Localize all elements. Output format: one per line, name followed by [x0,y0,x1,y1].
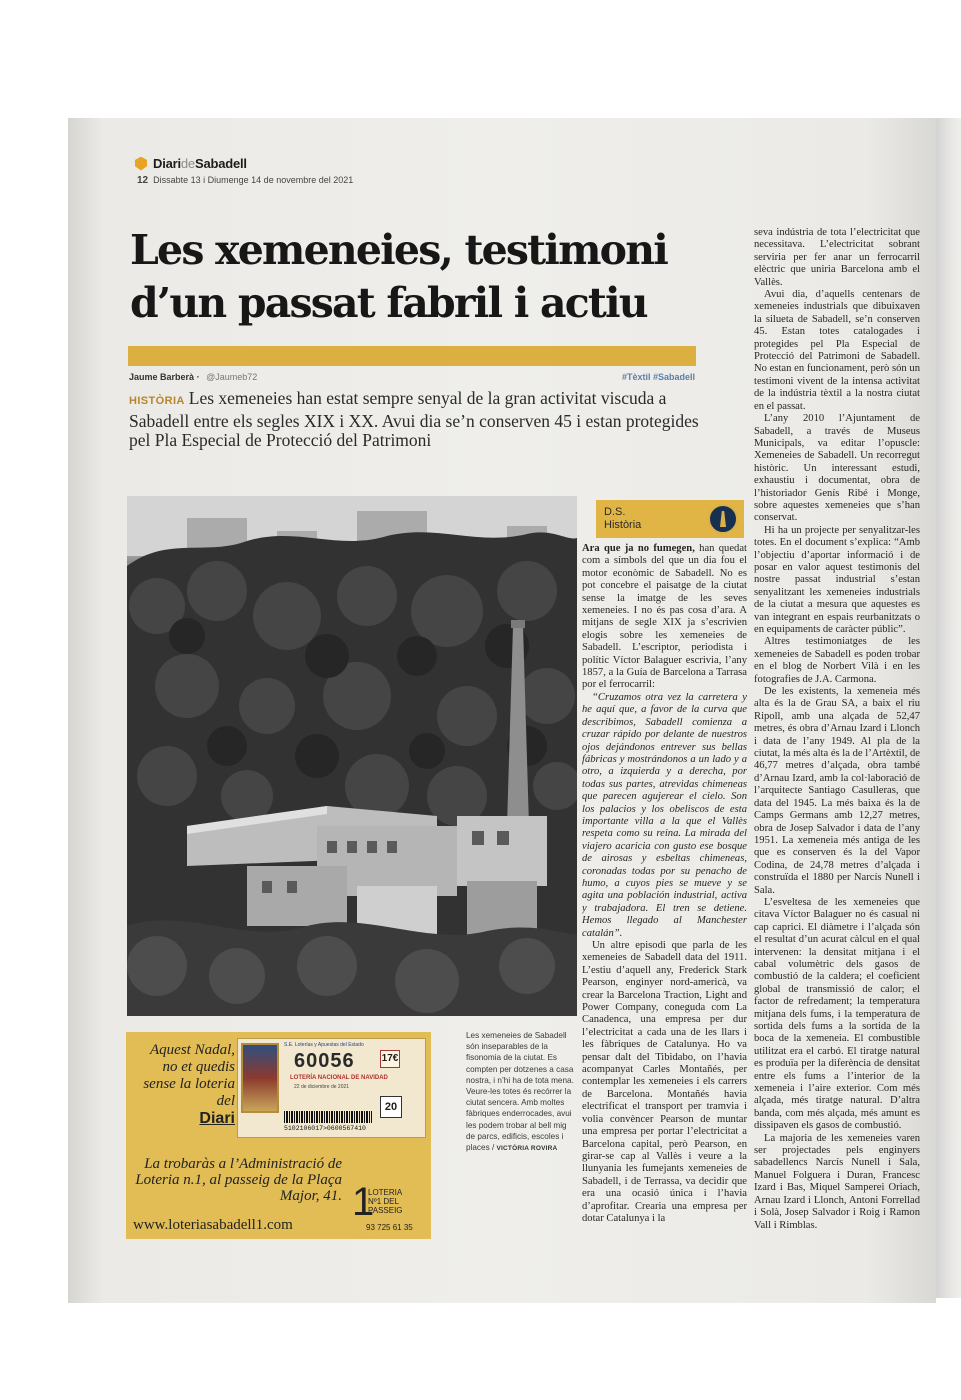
ticket-price: 17€ [380,1050,400,1068]
ticket-draw-date: 22 de diciembre de 2021 [294,1084,350,1090]
ad-admin-text: La trobaràs a l’Administració de Loteria n.1, al passeig de la Plaça Major, 41. [135,1156,342,1204]
paragraph: Hi ha un projecte per senyalitzar-les totes. En el document s’explica: “Amb l’objectiu d’aportar informació i de posar en valor aquest testimonis del nostre passat industrial s’estan senyalitzant les xemeneies industrials de la ciutat a mesura que aquestes es van integrant en espais reurbanitzats o en equipaments de caràcter públic”. [754,524,920,635]
barcode-icon [284,1111,372,1123]
photo-illustration [127,496,577,1016]
factory-chimney-photo [127,496,577,1016]
hashtags[interactable]: #Tèxtil #Sabadell [621,372,695,382]
shield-logo-icon [135,157,147,171]
brand-name: DiarideSabadell [153,156,247,171]
article-deck [129,389,699,451]
page-number: 12 [137,175,149,186]
paragraph: Ara que ja no fumegen, han quedat com a símbols del que un dia fou el motor econòmic de Sabadell. No es pot concebre el paisatge de la ciutat sense la imatge de les seves xemeneies. I no és pas cosa d’ara. A mitjans de segle XIX ja s’escrivien elogis sobre les xemeneies de Sabadell. L’escriptor, periodista i polític Víctor Balaguer escrivia, l’any 1857, a la Guía de Barcelona a Tarrasa por el ferrocarril: [582,543,747,691]
photo-caption: Les xemeneies de Sabadell són inseparables de la fisonomia de la ciutat. Es compten per dotzenes a casa nostra, i n’hi ha de tota mena. Veure-les totes és recórrer la ciutat sencera. Amb moltes fàbriques enderrocades, avui les podem trobar al bell mig de parcs, edificis, escoles i places / VICTÒRIA ROVIRA [466,1031,574,1153]
section-tag: HISTÒRIA [129,395,185,407]
author-name: Jaume Barberà [129,372,195,382]
ticket-day: 20 [380,1096,402,1118]
paragraph: Avui dia, d’aquells centenars de xemeneies industrials que dibuixaven la silueta de Sabadell, se’n conserven 45. Estan totes catalogades i protegides pel Pla Especial de Protecció del Patrimoni de Sabadell. No estan en funcionament, però són un testimoni vivent de la intensa activitat de la indústria tèxtil a la nostra ciutat en el passat. [754,289,920,412]
ticket-number: 60056 [294,1050,355,1072]
paragraph: L’esveltesa de les xemeneies que citava Víctor Balaguer no és casual ni cap caprici. El diàmetre i l’alçada són el resultat d’un acurat càlcul en el qual intervenen: la densitat mitjana i el cabal volumètric dels gasos de combustió de la caldera; el coeficient global de transmissió de calor; el factor de refredament; la temperatura mitjana dels fums, i la temperatura de sortida dels fums a la sortida de la boca de la xemeneia. El combustible utilitzat era el carbó. El tiratge natural es produïa per la diferència de densitat entre els fums a l’interior de la xemeneia i l’aire exterior. Com més alçada, més tiratge natural. D’altra banda, com més alçada, més amunt es dissipaven els gasos de combustió. [754,896,920,1132]
chimney-badge-icon [708,504,738,534]
quote-paragraph: “Cruzamos otra vez la carretera y he aquí que, a favor de la curva que describimos, Sabadell comienza a cruzar rápido por delante de nuestros ojos dejándonos entrever sus bellas fábricas y mostrándonos a un lado y a otro, a izquierda y a derecha, por todas sus partes, atrevidas chimeneas que parecen agujerear el cielo. Son los palacios y los obeliscos de esta importante villa a la que el Vallès respeta como su reina. La mirada del viajero acaricia con gusto ese bosque de airosas y esbeltas chimeneas, coronadas todas por su penacho de humo, a cuyos pies se mueve y se agita una población industrial, activa y trabajadora. El tren se detiene. Hemos llegado al Manchester catalán”. [582,691,747,939]
paragraph: Un altre episodi que parla de les xemeneies de Sabadell data del 1911. L’estiu d’aquell any, Frederick Stark Pearson, enginyer nord-americà, va crear la Barcelona Traction, Light and Power Company, coneguda com La Canadenca, una empresa per dur l’electricitat a cada una de les llars i les fàbriques de Catalunya. Ho va pensar dalt del Tibidabo, on l’havia acompanyat Carles Montañés, per contemplar les xemeneies i els carrers de Barcelona. Montañés havia electrificat el transport per tramvia i volia convèncer Pearson de muntar una empresa per portar l’electricitat a Barcelona capital, però Pearson, en girar-se cap al Vallès i veure a la llunyania les fumejants xemeneies de Sabadell, i de Terrassa, va decidir que era una ocasió única i l’havia d’aprofitar. Crearia una empresa per dotar Catalunya i la [582,940,747,1224]
paragraph: seva indústria de tota l’electricitat que necessitava. L’electricitat sobrant serviria per fer anar un ferrocarril elèctric que uniria Barcelona amb el Vallès. [754,227,920,288]
article-column-middle [582,543,747,1248]
nativity-painting-icon [241,1043,279,1113]
ticket-issuer: S.E. Loterías y Apuestas del Estado [284,1042,364,1048]
paragraph: De les existents, la xemeneia més alta és la de Grau SA, a baix el riu Ripoll, amb una alçada de 52,47 metres, és obra d’Arnau Izard i Llonch i data de l’any 1949. Al pla de la ciutat, la més alta és la de l’Artèxtil, de 46,77 metres d’alçada, obra també d’Arnau Izard, amb la col·laboració de l’arquitecte Santiago Casulleras, que data del 1945. La més baixa és la de Camps Germans amb 12,27 metres, obra de Josep Salvador i data de l’any 1951. La xemeneia més antiga de les que es conserven és la del Vapor Codina, de 24,78 metres d’alçada i construïda el 1880 per Narcís Nunell i Sala. [754,686,920,896]
lottery-ticket [237,1038,426,1138]
byline-separator: · [196,372,200,382]
photo-credit: VICTÒRIA ROVIRA [496,1145,558,1153]
ad-badge-number: 1 [352,1180,375,1224]
ticket-barcode-text: 5102106017>0600567410 [284,1125,366,1132]
masthead [135,156,247,171]
ad-brand-diari: Diari [199,1110,235,1127]
deck-text: Les xemeneies han estat sempre senyal de la gran activitat viscuda a Sabadell entre els segles XIX i XX. Avui dia se’n conserven 45 i estan protegides pel Pla Especial de Protecció del Patrimoni [129,388,699,450]
author-handle[interactable]: @Jaumeb72 [206,372,258,382]
headline: Les xemeneies, testimoni d’un passat fabril i actiu [130,226,667,327]
paragraph: L’any 2010 l’Ajuntament de Sabadell, a través de Museus Municipals, va editar l’opuscle: Xemeneies de Sabadell. Un recorregut històric. Un interessant estudi, exhaustiu i documentat, obra de l’historiador Genís Ribé i Monge, sobre aquestes xemeneies que s’han conservat. [754,413,920,524]
article-column-right [754,227,920,1252]
ad-phone-number: 93 725 61 35 [366,1223,413,1232]
ad-website-link[interactable]: www.loteriasabadell1.com [133,1217,293,1233]
ad-promo-text: Aquest Nadal, no et quedis sense la loteria del Diari [132,1042,235,1127]
paragraph: La majoria de les xemeneies varen ser projectades pels enginyers sabadellencs Narcís Nunell i Sala, Manuel Folguera i Duran, Francesc Izard i Bas, Miquel Samperei Oriach, Arnau Izard i Llonch, Antoni Forrellad i Solà, Josep Salvador i Roig i Ramon Vall i Rimblas. [754,1132,920,1231]
paragraph: Altres testimoniatges de les xemeneies de Sabadell es poden trobar en el blog de Norbert Vilà i en les fotografies de J.A. Carmona. [754,636,920,685]
ad-badge-text: LOTERIA Nº1 DEL PASSEIG [368,1188,403,1215]
headline-underline-bar [128,346,696,366]
dateline [137,175,353,186]
ticket-subtitle: LOTERÍA NACIONAL DE NAVIDAD [290,1075,388,1081]
section-box-label: D.S. Història [604,506,642,531]
byline [129,372,257,382]
lottery-ad[interactable] [126,1032,431,1239]
issue-date: Dissabte 13 i Diumenge 14 de novembre del 2021 [153,175,354,185]
section-box-ds-historia [596,500,744,538]
